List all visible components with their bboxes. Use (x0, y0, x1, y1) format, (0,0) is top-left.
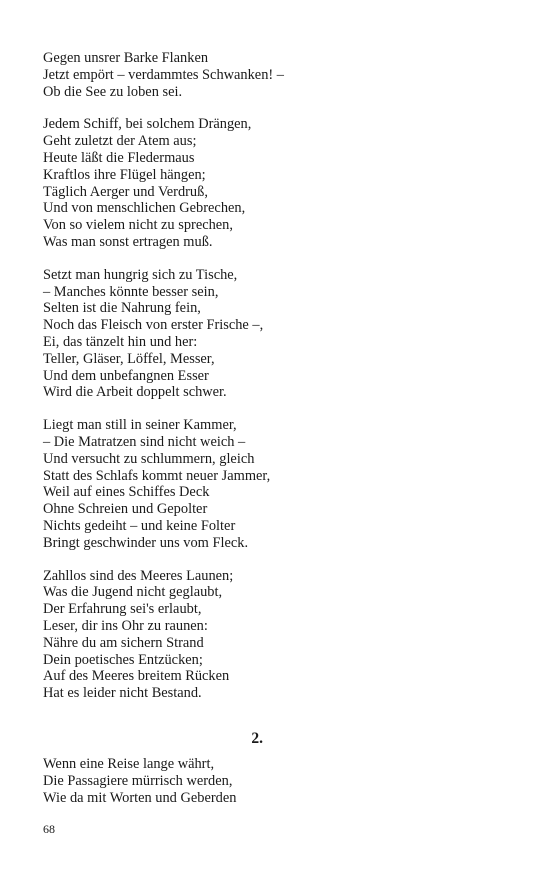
stanza-2 (43, 116, 513, 250)
poem-line: Gegen unsrer Barke Flanken (43, 50, 209, 66)
poem-line: Liegt man still in seiner Kammer, (43, 417, 237, 434)
poem-line: Setzt man hungrig sich zu Tische, (43, 266, 238, 283)
poem-line: Wie da mit Worten und Geberden (43, 789, 237, 806)
stanza-1 (43, 50, 513, 100)
poem-line: Ei, das tänzelt hin und her: (43, 333, 198, 350)
poem-line: Geht zuletzt der Atem aus; (43, 133, 197, 150)
poem-line: Kraftlos ihre Flügel hängen; (43, 166, 206, 183)
stanza-4 (43, 417, 513, 551)
poem-line: Auf des Meeres breitem Rücken (43, 668, 230, 685)
poem-line: Wird die Arbeit doppelt schwer. (43, 384, 227, 401)
poem-line: – Manches könnte besser sein, (43, 283, 219, 300)
poem-line: Ohne Schreien und Gepolter (43, 501, 208, 518)
stanza-5 (43, 568, 513, 702)
poem-line: Zahllos sind des Meeres Launen; (43, 567, 234, 584)
poem-line: Leser, dir ins Ohr zu raunen: (43, 617, 208, 634)
poem-line: Bringt geschwinder uns vom Fleck. (43, 534, 249, 551)
page-number: 68 (43, 822, 55, 836)
poem-line: Und versucht zu schlummern, gleich (43, 450, 255, 467)
stanza-section-2 (43, 756, 513, 806)
poem-line: Und von menschlichen Gebrechen, (43, 200, 246, 217)
poem-line: Noch das Fleisch von erster Frische –, (43, 317, 264, 334)
poem-line: Dein poetisches Entzücken; (43, 651, 203, 668)
poem-line: Und dem unbefangnen Esser (43, 367, 209, 384)
poem-line: Nichts gedeiht – und keine Folter (43, 517, 236, 534)
poem-line: Heute läßt die Fledermaus (43, 149, 195, 166)
poem-line: Wenn eine Reise lange währt, (43, 756, 215, 772)
poem-line: Jetzt empört – verdammtes Schwanken! – (43, 66, 284, 83)
poem-line: Weil auf eines Schiffes Deck (43, 484, 210, 501)
poem-line: Hat es leider nicht Bestand. (43, 685, 202, 702)
poem-line: Ob die See zu loben sei. (43, 83, 183, 100)
poem-line: Von so vielem nicht zu sprechen, (43, 217, 233, 234)
poem-body (43, 50, 513, 718)
poem-line: Selten ist die Nahrung fein, (43, 300, 201, 317)
poem-line: Nähre du am sichern Strand (43, 634, 204, 651)
poem-line: Statt des Schlafs kommt neuer Jammer, (43, 467, 271, 484)
poem-line: Jedem Schiff, bei solchem Drängen, (43, 116, 252, 133)
poem-line: Die Passagiere mürrisch werden, (43, 772, 233, 789)
poem-line: Teller, Gläser, Löffel, Messer, (43, 350, 215, 367)
poem-line: Was man sonst ertragen muß. (43, 233, 213, 250)
poem-line: – Die Matratzen sind nicht weich – (43, 433, 246, 450)
poem-line: Der Erfahrung sei's erlaubt, (43, 601, 202, 618)
stanza-3 (43, 267, 513, 401)
section-number: 2. (251, 730, 263, 747)
poem-line: Was die Jugend nicht geglaubt, (43, 584, 223, 601)
poem-line: Täglich Aerger und Verdruß, (43, 183, 208, 200)
